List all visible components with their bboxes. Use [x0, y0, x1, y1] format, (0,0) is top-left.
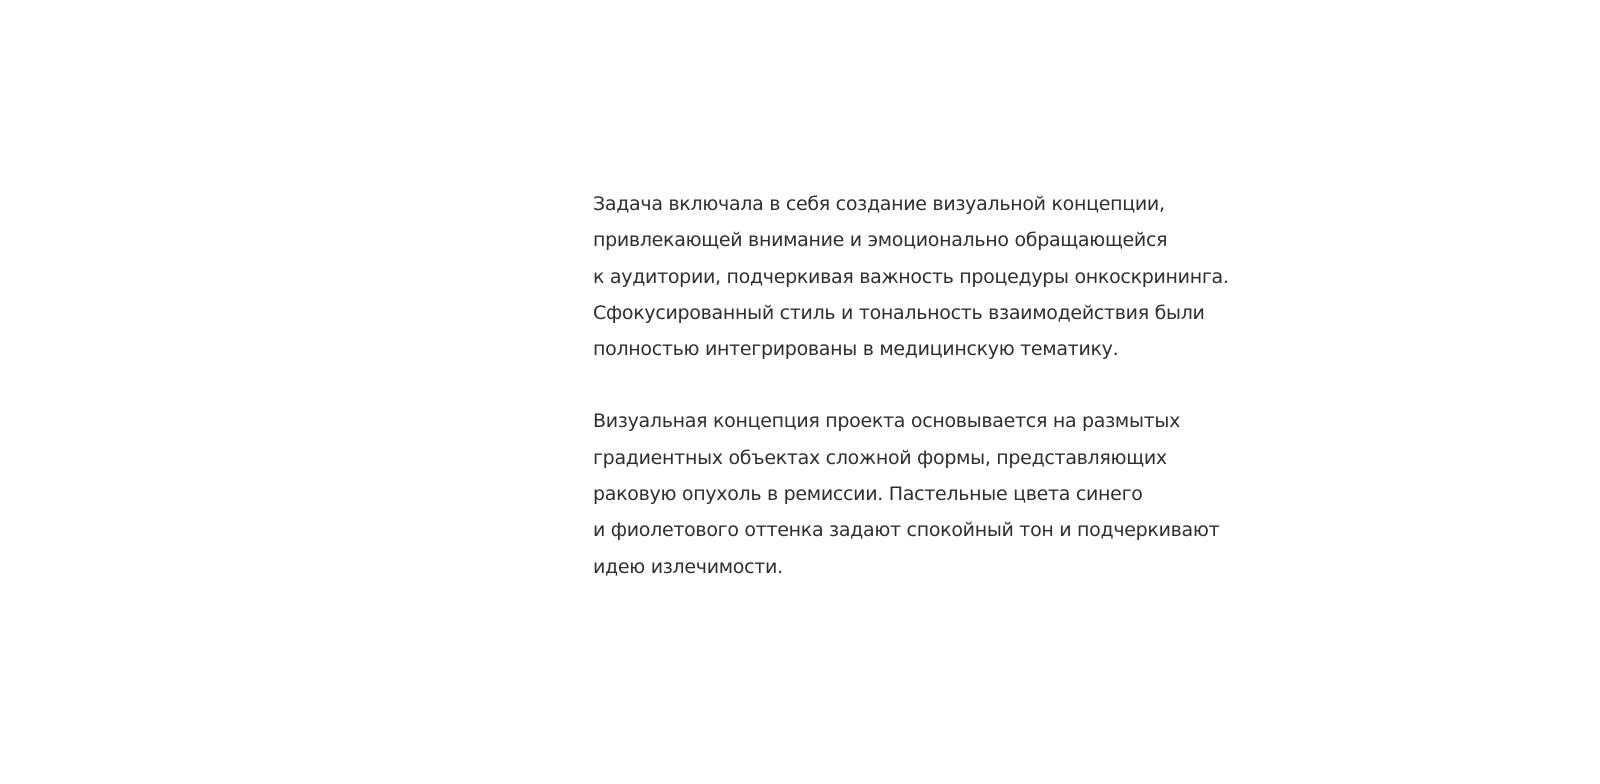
- paragraph-visual-concept: [593, 403, 1293, 584]
- text-line: к аудитории, подчеркивая важность процедуры онкоскрининга.: [593, 265, 1229, 288]
- text-line: Задача включала в себя создание визуальной концепции,: [593, 193, 1165, 215]
- text-line: раковую опухоль в ремиссии. Пастельные цвета синего: [593, 483, 1143, 506]
- paragraph-task: [593, 186, 1293, 367]
- text-line: градиентных объектах сложной формы, представляющих: [593, 446, 1167, 469]
- text-line: привлекающей внимание и эмоционально обращающейся: [593, 229, 1168, 252]
- text-line: идею излечимости.: [593, 555, 783, 578]
- text-line: Сфокусированный стиль и тональность взаимодействия были: [593, 301, 1205, 324]
- text-line: полностью интегрированы в медицинскую тематику.: [593, 338, 1119, 361]
- text-line: и фиолетового оттенка задают спокойный тон и подчеркивают: [593, 519, 1220, 542]
- project-description: [593, 186, 1293, 585]
- text-line: Визуальная концепция проекта основывается на размытых: [593, 410, 1181, 433]
